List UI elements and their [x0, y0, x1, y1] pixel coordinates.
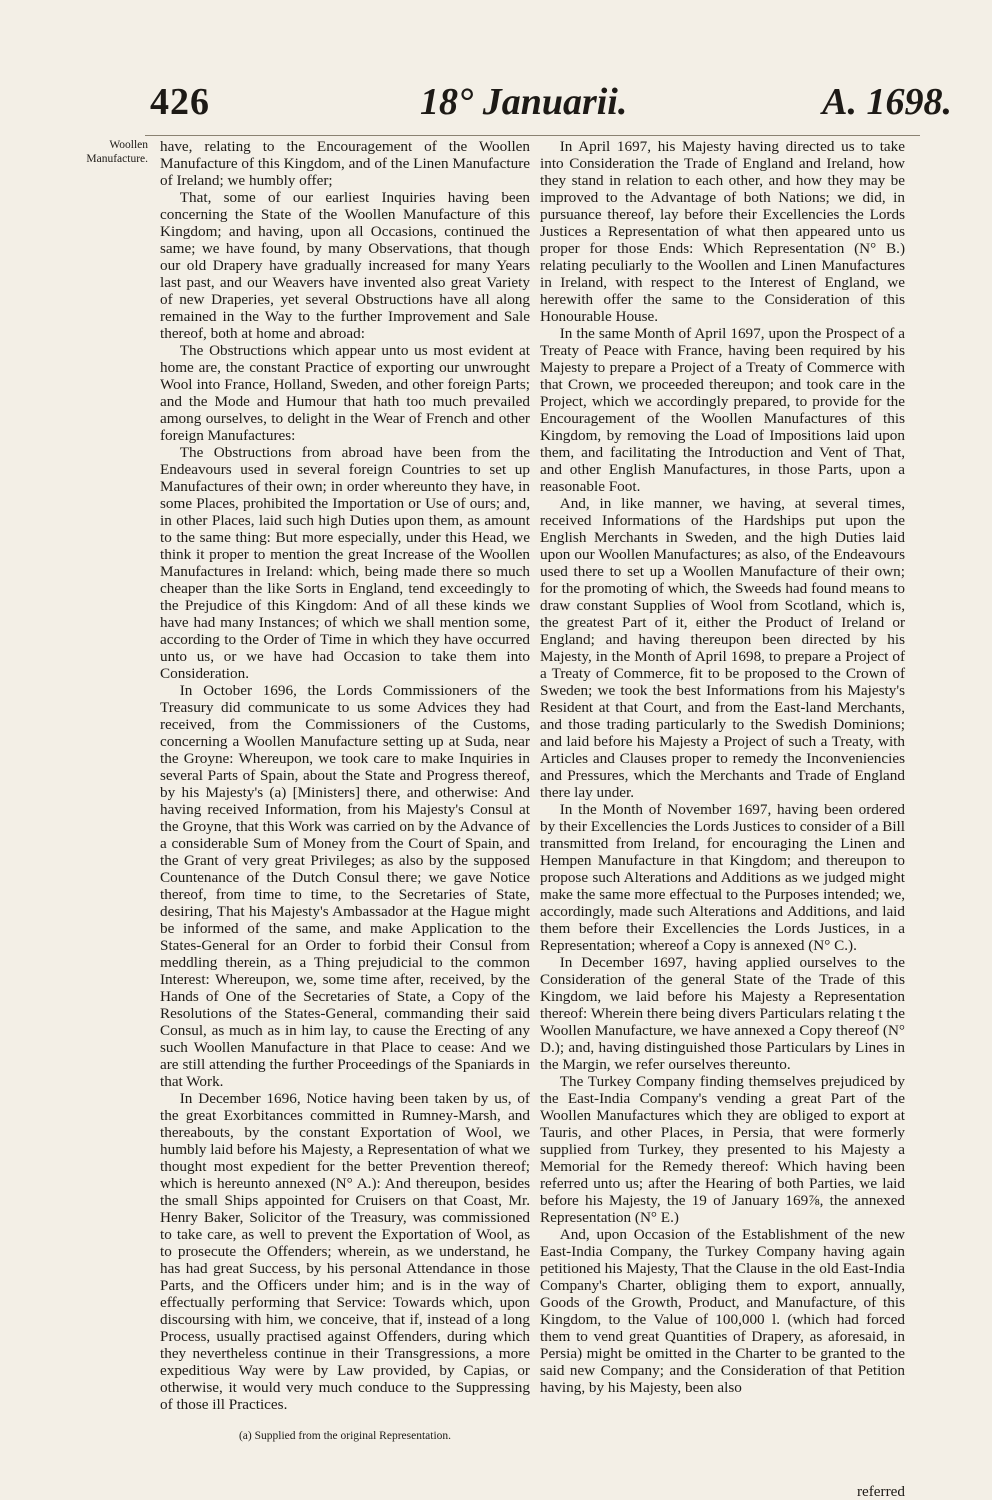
page-number: 426 — [150, 81, 210, 123]
page-header — [0, 80, 992, 130]
right-column — [540, 138, 905, 1396]
paragraph: have, relating to the Encouragement of the Woollen Manufacture of this Kingdom, and of the Linen Manufacture of Ireland; we humbly offer; — [160, 138, 530, 189]
paragraph: In December 1697, having applied ourselves to the Consideration of the general State of the Trade of this Kingdom, we laid before his Majesty a Representation thereof: Wherein there being divers Particulars relating t the Woollen Manufacture, we have annexed a Copy thereof (N° D.); and, having distinguished those Particulars by Lines in the Margin, we refer ourselves thereunto. — [540, 954, 905, 1073]
catchword: referred — [856, 1483, 905, 1500]
paragraph: In April 1697, his Majesty having directed us to take into Consideration the Trade of England and Ireland, how they stand in relation to each other, and how they may be improved to the Advantage of both Nations; we did, in pursuance thereof, lay before their Excellencies the Lords Justices a Representation of what then appeared unto us proper for those Ends: Which Representation (N° B.) relating peculiarly to the Woollen and Linen Manufactures in Ireland, with respect to the Interest of England, we herewith offer the same to the Consideration of this Honourable House. — [540, 138, 905, 325]
paragraph: The Obstructions which appear unto us most evident at home are, the constant Practice of exporting our unwrought Wool into France, Holland, Sweden, and other foreign Parts; and the Mode and Humour that hath too much prevailed among ourselves, to delight in the Wear of French and other foreign Manufactures: — [160, 342, 530, 444]
header-rule — [145, 135, 920, 136]
paragraph: In the same Month of April 1697, upon the Prospect of a Treaty of Peace with France, having been required by his Majesty to prepare a Project of a Treaty of Commerce with that Crown, we proceeded thereupon; and took care in the Project, which we accordingly prepared, to provide for the Encouragement of the Woollen Manufactures of this Kingdom, by removing the Load of Impositions laid upon them, and facilitating the Introduction and Vent of That, and other English Manufactures, in those Parts, upon a reasonable Foot. — [540, 325, 905, 495]
paragraph: In the Month of November 1697, having been ordered by their Excellencies the Lords Justices to consider of a Bill transmitted from Ireland, for encouraging the Linen and Hempen Manufacture in that Kingdom; and thereupon to propose such Alterations and Additions as we judged might make the same more effectual to the Purposes intended; we, accordingly, made such Alterations and Additions, and laid them before their Excellencies the Lords Justices, in a Representation; whereof a Copy is annexed (N° C.). — [540, 801, 905, 954]
paragraph: The Turkey Company finding themselves prejudiced by the East-India Company's vending a great Part of the Woollen Manufactures which they are obliged to export at Tauris, and other Places, in Persia, that were formerly supplied from Turkey, they presented to his Majesty a Memorial for the Remedy thereof: Which having been referred unto us; after the Hearing of both Parties, we laid before his Majesty, the 19 of January 169⅞, the annexed Representation (N° E.) — [540, 1073, 905, 1226]
footnote: (a) Supplied from the original Representation. — [238, 1430, 452, 1442]
paragraph: The Obstructions from abroad have been from the Endeavours used in several foreign Countries to set up Manufactures of their own; in order whereunto they have, in some Places, prohibited the Importation or Use of ours; and, in other Places, laid such high Duties upon them, as amount to the same thing: But more especially, under this Head, we think it proper to mention the great Increase of the Woollen Manufactures in Ireland: which, being made there so much cheaper than the like Sorts in England, tend exceedingly to the Prejudice of this Kingdom: And of all these kinds we have had many Instances; of which we shall mention some, according to the Order of Time in which they have occurred unto us, or we have had Occasion to take them into Consideration. — [160, 444, 530, 682]
left-column — [160, 138, 530, 1443]
header-year: A. 1698. — [822, 81, 952, 123]
paragraph: And, in like manner, we having, at several times, received Informations of the Hardships put upon the English Merchants in Sweden, and the high Duties laid upon our Woollen Manufactures; as also, of the Endeavours used there to set up a Woollen Manufacture of their own; for the promoting of which, the Sweeds had found means to draw constant Supplies of Wool from Scotland, which is, the greatest Part of it, either the Product of Ireland or England; and having thereupon been directed by his Majesty, in the Month of April 1698, to prepare a Project of a Treaty of Commerce, fit to be proposed to the Crown of Sweden; we took the best Informations from his Majesty's Resident at that Court, and from the East-land Merchants, and those trading particularly to the Swedish Dominions; and laid before his Majesty a Project of such a Treaty, with Articles and Clauses proper to remedy the Inconveniencies and Pressures, which the Merchants and Trade of England there lay under. — [540, 495, 905, 801]
paragraph: In December 1696, Notice having been taken by us, of the great Exorbitances committed in Rumney-Marsh, and thereabouts, by the constant Exportation of Wool, we humbly laid before his Majesty, a Representation of what we thought most expedient for the better Prevention thereof; which is hereunto annexed (N° A.): And thereupon, besides the small Ships appointed for Cruisers on that Coast, Mr. Henry Baker, Solicitor of the Treasury, was commissioned to take care, as well to prevent the Exportation of Wool, as to prosecute the Offenders; wherein, as we understand, he has had great Success, by his personal Attendance in those Parts, and the Officers under him; and is in the way of effectually performing that Service: Towards which, upon discoursing with him, we conceive, that if, instead of a long Process, usually practised against Offenders, during which they nevertheless continue in their Transgressions, a more expeditious Way were by Law provided, by Capias, or otherwise, it would very much conduce to the Suppressing of those ill Practices. — [160, 1090, 530, 1413]
paragraph: And, upon Occasion of the Establishment of the new East-India Company, the Turkey Company having again petitioned his Majesty, That the Clause in the old East-India Company's Charter, obliging them to export, annually, Goods of the Growth, Product, and Manufacture, of this Kingdom, to the Value of 100,000 l. (which had forced them to vend great Quantities of Drapery, as aforesaid, in Persia) might be omitted in the Charter to be granted to the said new Company; and the Consideration of that Petition having, by his Majesty, been also — [540, 1226, 905, 1396]
running-title: 18° Januarii. — [420, 81, 628, 123]
paragraph: That, some of our earliest Inquiries having been concerning the State of the Woollen Manufacture of this Kingdom; and having, upon all Occasions, continued the same; we have found, by many Observations, that though our old Drapery have gradually increased for many Years last past, and our Weavers have invented also great Variety of new Draperies, yet several Obstructions have all along remained in the Way to the further Improvement and Sale thereof, both at home and abroad: — [160, 189, 530, 342]
margin-note: Woollen Manufacture. — [86, 139, 148, 165]
paragraph: In October 1696, the Lords Commissioners of the Treasury did communicate to us some Advices they had received, from the Commissioners of the Customs, concerning a Woollen Manufacture setting up at Suda, near the Groyne: Whereupon, we took care to make Inquiries in several Parts of Spain, about the State and Progress thereof, by his Majesty's (a) [Ministers] there, and otherwise: And having received Information, from his Majesty's Consul at the Groyne, that this Work was carried on by the Advance of a considerable Sum of Money from the Court of Spain, and the Grant of very great Privileges; as also by the supposed Countenance of the Dutch Consul there; we gave Notice thereof, from time to time, to the Secretaries of State, desiring, That his Majesty's Ambassador at the Hague might be informed of the same, and make Application to the States-General for an Order to forbid their Consul from meddling therein, as a Thing prejudicial to the common Interest: Whereupon, we, some time after, received, by the Hands of One of the Secretaries of State, a Copy of the Resolutions of the States-General, commanding their said Consul, as much as in him lay, to cause the Erecting of any such Woollen Manufacture in that Place to cease: And we are still attending the further Proceedings of the Spaniards in that Work. — [160, 682, 530, 1090]
